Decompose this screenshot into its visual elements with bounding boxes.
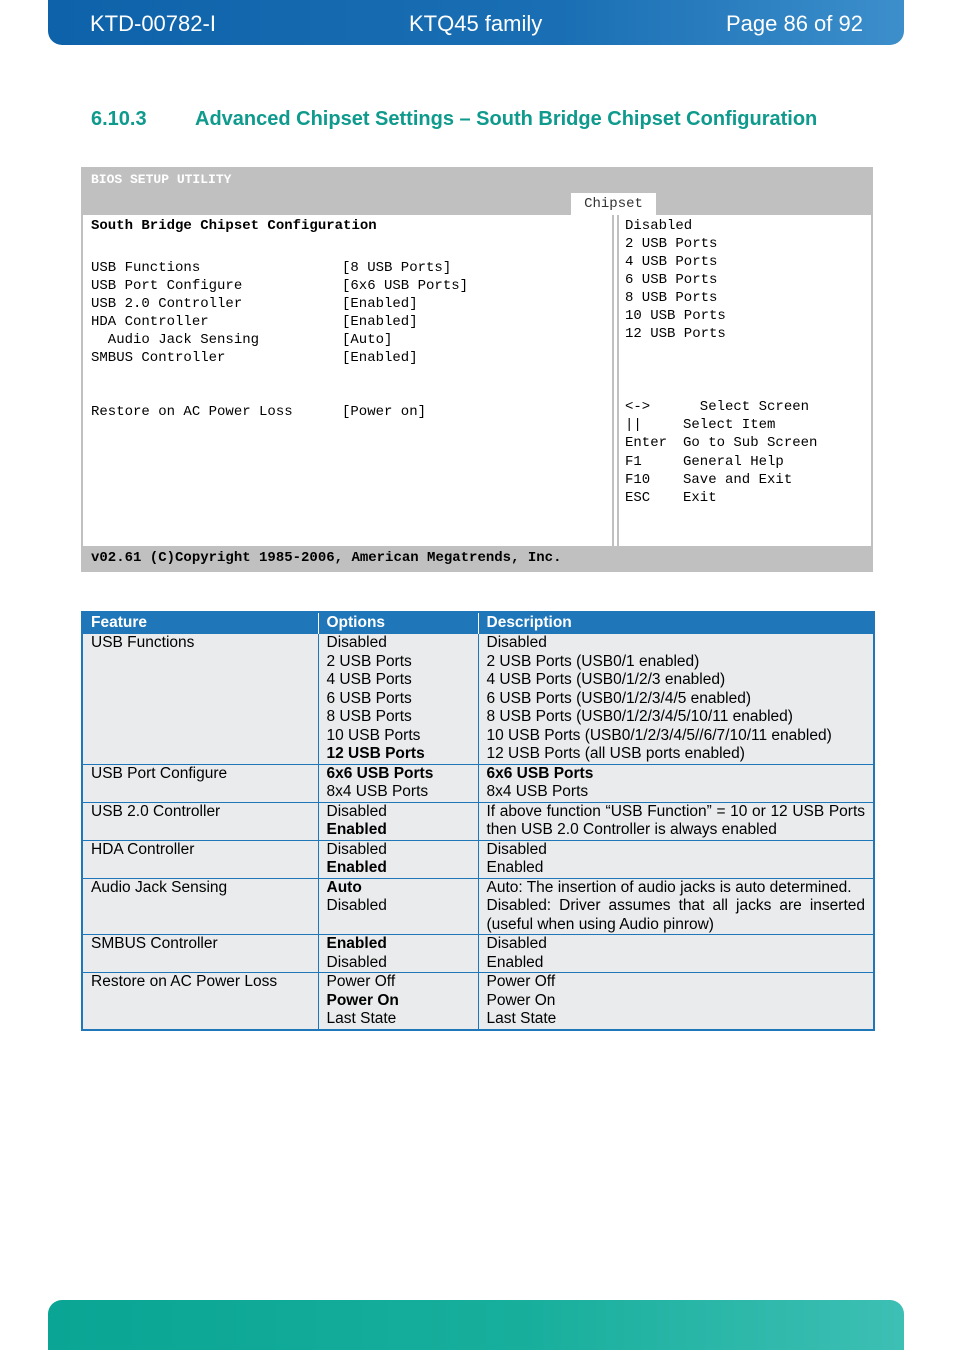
setting-value[interactable]: [6x6 USB Ports] <box>342 278 469 294</box>
feature-cell: HDA Controller <box>82 840 318 878</box>
setting-label[interactable]: Audio Jack Sensing <box>91 332 260 348</box>
key-action: Select Screen <box>683 399 810 415</box>
default-option: 12 USB Ports <box>326 745 425 762</box>
key-name: || <box>625 417 642 433</box>
option-value: Last State <box>326 1010 397 1027</box>
key-action: Exit <box>683 490 717 506</box>
options-cell <box>318 878 478 935</box>
options-cell <box>318 973 478 1030</box>
description-line: 4 USB Ports (USB0/1/2/3 enabled) <box>486 671 726 688</box>
feature-cell: USB Port Configure <box>82 764 318 802</box>
description-line: Disabled <box>486 634 547 651</box>
key-action: Save and Exit <box>683 472 793 488</box>
key-name: Enter <box>625 435 668 451</box>
description-line: 8x4 USB Ports <box>486 783 589 800</box>
key-action: Select Item <box>683 417 776 433</box>
setting-value[interactable]: [Enabled] <box>342 314 418 330</box>
description-line: Auto: The insertion of audio jacks is auto determined. <box>486 878 852 896</box>
tab-chipset[interactable]: Chipset <box>571 193 656 215</box>
table-row <box>82 878 874 935</box>
option-value: Disabled <box>326 802 387 820</box>
table-row <box>82 764 874 802</box>
section-title: Advanced Chipset Settings – South Bridge Chipset Configuration <box>195 108 818 130</box>
description-cell <box>478 840 874 878</box>
key-action: General Help <box>683 454 784 470</box>
description-line: 6x6 USB Ports <box>486 764 594 782</box>
description-line: 8 USB Ports (USB0/1/2/3/4/5/10/11 enabled) <box>486 708 793 725</box>
description-line: Last State <box>486 1010 557 1027</box>
default-option: Auto <box>326 878 362 896</box>
default-option: Enabled <box>326 859 387 876</box>
options-cell <box>318 935 478 973</box>
description-line: Disabled <box>486 840 547 858</box>
option-value: 8 USB Ports <box>326 708 412 725</box>
bios-copyright: v02.61 (C)Copyright 1985-2006, American Megatrends, Inc. <box>91 550 562 566</box>
description-cell <box>478 878 874 935</box>
table-header-row <box>82 612 874 634</box>
product-family: KTQ45 family <box>409 11 543 36</box>
description-cell <box>478 973 874 1030</box>
options-cell <box>318 764 478 802</box>
bios-title-bar <box>81 167 873 215</box>
feature-cell: Audio Jack Sensing <box>82 878 318 935</box>
setting-value[interactable]: [Auto] <box>342 332 393 348</box>
setting-value[interactable]: [Power on] <box>342 404 427 420</box>
options-cell <box>318 634 478 765</box>
option-item: 6 USB Ports <box>625 272 718 288</box>
feature-cell: SMBUS Controller <box>82 935 318 973</box>
bios-help-pane <box>617 215 873 546</box>
bios-status-bar <box>81 546 873 572</box>
option-value: 8x4 USB Ports <box>326 783 429 800</box>
option-item: 10 USB Ports <box>625 308 726 324</box>
description-line: 10 USB Ports (USB0/1/2/3/4/5//6/7/10/11 enabled) <box>486 726 832 744</box>
setting-value[interactable]: [Enabled] <box>342 350 418 366</box>
description-cell <box>478 634 874 765</box>
feature-cell: Restore on AC Power Loss <box>82 973 318 1030</box>
option-value: Disabled <box>326 953 387 971</box>
key-name: F1 <box>625 454 642 470</box>
bios-settings-pane <box>81 215 614 546</box>
description-line: Enabled <box>486 859 544 876</box>
table-row <box>82 973 874 1030</box>
description-line: Disabled: Driver assumes that all jacks are inserted (useful when using Audio pinrow) <box>486 897 865 933</box>
description-cell <box>478 802 874 840</box>
options-cell <box>318 802 478 840</box>
table-row <box>82 634 874 765</box>
document-id: KTD-00782-I <box>90 11 216 36</box>
description-line: If above function “USB Function” = 10 or 12 USB Ports then USB 2.0 Controller is always enabled <box>486 802 865 838</box>
feature-table <box>81 611 875 1031</box>
page-number: Page 86 of 92 <box>725 11 863 36</box>
option-value: 10 USB Ports <box>326 726 421 744</box>
page-footer-bar <box>48 1300 904 1350</box>
option-value: 6 USB Ports <box>326 689 412 707</box>
options-cell <box>318 840 478 878</box>
page-header <box>48 0 904 45</box>
option-value: Disabled <box>326 897 387 914</box>
setting-value[interactable]: [Enabled] <box>342 296 418 312</box>
description-line: Enabled <box>486 953 544 971</box>
option-value: 2 USB Ports <box>326 652 412 670</box>
setting-label[interactable]: HDA Controller <box>91 314 209 330</box>
description-line: Disabled <box>486 935 547 952</box>
bios-page-heading: South Bridge Chipset Configuration <box>91 218 377 234</box>
feature-cell: USB Functions <box>82 634 318 765</box>
column-header: Options <box>318 612 478 634</box>
default-option: 6x6 USB Ports <box>326 764 434 782</box>
setting-label[interactable]: Restore on AC Power Loss <box>91 404 293 420</box>
key-name: ESC <box>625 490 651 506</box>
setting-label[interactable]: USB 2.0 Controller <box>91 296 243 312</box>
option-item: 12 USB Ports <box>625 326 726 342</box>
description-cell <box>478 764 874 802</box>
description-line: 2 USB Ports (USB0/1 enabled) <box>486 652 700 670</box>
setting-value[interactable]: [8 USB Ports] <box>342 260 452 276</box>
description-line: Power On <box>486 991 556 1009</box>
section-number: 6.10.3 <box>91 108 147 130</box>
option-item: 8 USB Ports <box>625 290 718 306</box>
column-header: Description <box>478 612 874 634</box>
option-value: Disabled <box>326 634 387 651</box>
option-item: 4 USB Ports <box>625 254 718 270</box>
option-value: 4 USB Ports <box>326 671 412 688</box>
column-header: Feature <box>82 612 318 634</box>
default-option: Enabled <box>326 935 387 952</box>
option-item: 2 USB Ports <box>625 236 718 252</box>
setting-label[interactable]: USB Functions <box>91 260 201 276</box>
table-row <box>82 935 874 973</box>
option-value: Power Off <box>326 973 396 990</box>
section-heading <box>91 108 817 131</box>
bios-title: BIOS SETUP UTILITY <box>91 172 232 187</box>
description-cell <box>478 935 874 973</box>
setting-label[interactable]: USB Port Configure <box>91 278 243 294</box>
description-line: Power Off <box>486 973 556 990</box>
table-row <box>82 802 874 840</box>
key-name: <-> <box>625 399 651 415</box>
key-name: F10 <box>625 472 651 488</box>
table-row <box>82 840 874 878</box>
default-option: Enabled <box>326 821 387 838</box>
setting-label[interactable]: SMBUS Controller <box>91 350 226 366</box>
description-line: 6 USB Ports (USB0/1/2/3/4/5 enabled) <box>486 689 752 707</box>
feature-cell: USB 2.0 Controller <box>82 802 318 840</box>
option-value: Disabled <box>326 840 387 858</box>
default-option: Power On <box>326 991 399 1009</box>
bios-screen <box>81 167 873 572</box>
option-item: Disabled <box>625 218 693 234</box>
description-line: 12 USB Ports (all USB ports enabled) <box>486 745 745 762</box>
key-action: Go to Sub Screen <box>683 435 818 451</box>
